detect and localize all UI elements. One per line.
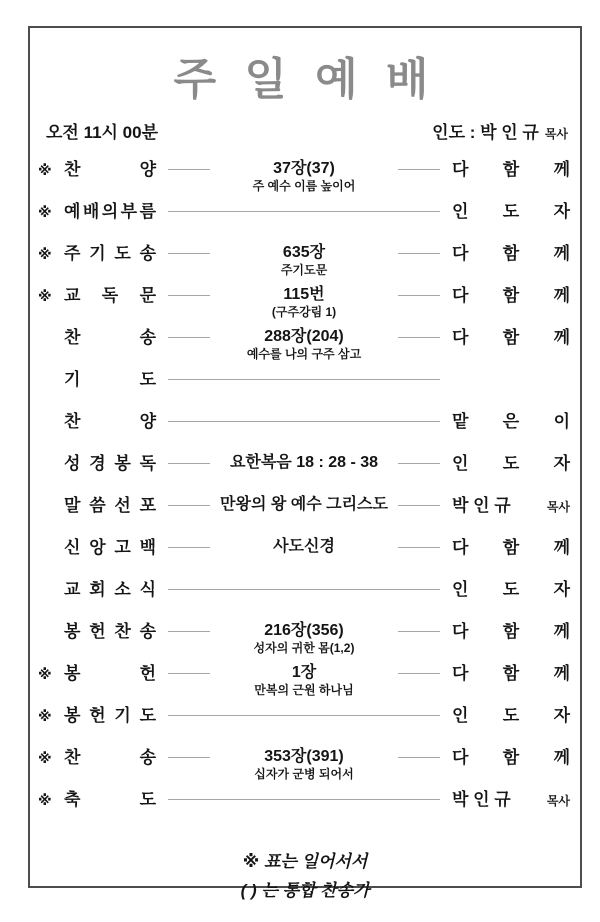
hymn-number: 288장(204) [264, 328, 344, 345]
performer-name: 박 인 규 [452, 496, 511, 515]
hymn-title: 주 예수 이름 높이어 [252, 179, 356, 193]
footnote-standing: ※ 표는 일어서서 [242, 852, 368, 871]
service-row [38, 201, 570, 243]
row-center [210, 747, 398, 781]
service-row [38, 537, 570, 579]
hymn-number: 216장(356) [264, 622, 344, 639]
row-middle [168, 495, 440, 515]
service-item-label: 찬 송 [64, 328, 156, 347]
rule-line [398, 505, 440, 506]
performer [452, 789, 570, 812]
responsive-reading-number: 115번 [283, 286, 325, 303]
row-middle [168, 201, 440, 212]
service-leader-name: 인도 : 박 인 규 [432, 123, 539, 142]
hymn-title: 성자의 귀한 몸(1,2) [253, 641, 355, 655]
rule-line [398, 463, 440, 464]
rule-line [398, 169, 440, 170]
performer: 인 도 자 [452, 580, 570, 599]
rule-line [168, 547, 210, 548]
rule-line [398, 547, 440, 548]
row-middle [168, 663, 440, 697]
row-center [210, 243, 398, 277]
service-meta [30, 118, 580, 143]
performer: 다 함 께 [452, 286, 570, 305]
row-center [210, 537, 398, 557]
row-center [210, 663, 398, 697]
row-middle [168, 537, 440, 557]
row-center [210, 159, 398, 193]
performer: 다 함 께 [452, 244, 570, 263]
service-leader-title: 목사 [544, 127, 568, 141]
rule-line [168, 757, 210, 758]
service-row [38, 495, 570, 537]
performer: 다 함 께 [452, 538, 570, 557]
rule-line [168, 799, 440, 800]
rule-line [398, 337, 440, 338]
service-row [38, 411, 570, 453]
row-middle [168, 369, 440, 380]
service-row [38, 621, 570, 663]
service-item-label: 성 경 봉 독 [64, 454, 156, 473]
rule-line [168, 421, 440, 422]
service-item-label: 기 도 [64, 370, 156, 389]
service-row [38, 453, 570, 495]
service-row [38, 747, 570, 789]
footnotes [30, 847, 580, 905]
row-center [210, 285, 398, 319]
row-middle [168, 243, 440, 277]
scripture-reference: 요한복음 18 : 28 - 38 [229, 454, 379, 471]
standing-mark [38, 621, 64, 622]
row-middle [168, 411, 440, 422]
performer: 인 도 자 [452, 706, 570, 725]
standing-mark [38, 579, 64, 580]
standing-mark [38, 369, 64, 370]
row-center [210, 621, 398, 655]
rule-line [168, 463, 210, 464]
rule-line [168, 505, 210, 506]
service-row [38, 159, 570, 201]
standing-mark: ※ [38, 792, 52, 808]
standing-mark: ※ [38, 288, 52, 304]
row-center [210, 453, 398, 473]
standing-mark: ※ [38, 750, 52, 766]
responsive-reading-title: (구주강림 1) [271, 305, 337, 319]
performer [452, 495, 570, 518]
rule-line [398, 253, 440, 254]
rule-line [168, 253, 210, 254]
service-time: 오전 11시 00분 [46, 123, 159, 142]
rule-line [168, 169, 210, 170]
hymn-number: 353장(391) [264, 748, 344, 765]
row-middle [168, 327, 440, 361]
service-item-label: 봉 헌 [64, 664, 156, 683]
service-item-label: 봉 헌 기 도 [64, 706, 156, 725]
row-middle [168, 747, 440, 781]
standing-mark: ※ [38, 246, 52, 262]
rule-line [168, 211, 440, 212]
service-item-label: 찬 송 [64, 748, 156, 767]
row-middle [168, 159, 440, 193]
performer: 다 함 께 [452, 664, 570, 683]
service-leader [432, 118, 568, 143]
rule-line [168, 337, 210, 338]
hymn-number: 37장(37) [273, 160, 335, 177]
performer: 맡 은 이 [452, 412, 570, 431]
service-item-label: 찬 양 [64, 160, 156, 179]
row-middle [168, 705, 440, 716]
standing-mark: ※ [38, 708, 52, 724]
service-row [38, 579, 570, 621]
hymn-number: 1장 [291, 664, 317, 681]
performer-title: 목사 [546, 794, 570, 808]
service-item-label: 찬 양 [64, 412, 156, 431]
standing-mark [38, 411, 64, 412]
performer-name: 박 인 규 [452, 790, 511, 809]
sermon-title: 만왕의 왕 예수 그리스도 [220, 496, 388, 513]
service-item-label: 주 기 도 송 [64, 244, 156, 263]
row-middle [168, 621, 440, 655]
rule-line [168, 673, 210, 674]
rule-line [168, 295, 210, 296]
standing-mark: ※ [38, 666, 52, 682]
service-row [38, 369, 570, 411]
service-item-label: 축 도 [64, 790, 156, 809]
service-row [38, 285, 570, 327]
hymn-title: 만복의 근원 하나님 [254, 683, 354, 697]
performer: 다 함 께 [452, 160, 570, 179]
hymn-title: 십자가 군병 되어서 [254, 767, 354, 781]
row-middle [168, 285, 440, 319]
rule-line [168, 715, 440, 716]
standing-mark [38, 327, 64, 328]
performer: 다 함 께 [452, 622, 570, 641]
performer-title: 목사 [546, 500, 570, 514]
performer: 다 함 께 [452, 748, 570, 767]
service-row [38, 789, 570, 831]
rule-line [398, 631, 440, 632]
service-item-label: 신 앙 고 백 [64, 538, 156, 557]
footnote-hymnal: ( ) 는 통합 찬송가 [240, 881, 370, 900]
performer: 인 도 자 [452, 454, 570, 473]
service-item-label: 말 씀 선 포 [64, 496, 156, 515]
standing-mark [38, 453, 64, 454]
rule-line [168, 379, 440, 380]
service-item-label: 교 회 소 식 [64, 580, 156, 599]
row-middle [168, 789, 440, 800]
service-row [38, 327, 570, 369]
standing-mark [38, 537, 64, 538]
performer: 다 함 께 [452, 328, 570, 347]
hymn-number: 635장 [282, 244, 326, 261]
service-row [38, 243, 570, 285]
page-title: 주 일 예 배 [173, 55, 437, 104]
standing-mark [38, 495, 64, 496]
rule-line [168, 589, 440, 590]
creed-title: 사도신경 [273, 538, 335, 555]
standing-mark: ※ [38, 204, 52, 220]
row-center [210, 327, 398, 361]
order-of-worship [30, 159, 580, 831]
row-center [210, 495, 398, 515]
rule-line [398, 757, 440, 758]
service-row [38, 663, 570, 705]
service-item-label: 봉 헌 찬 송 [64, 622, 156, 641]
hymn-title: 주기도문 [280, 263, 328, 277]
rule-line [168, 631, 210, 632]
service-row [38, 705, 570, 747]
performer: 인 도 자 [452, 202, 570, 221]
service-item-label: 예 배 의 부 름 [64, 202, 156, 221]
row-middle [168, 579, 440, 590]
service-item-label: 교 독 문 [64, 286, 156, 305]
hymn-title: 예수를 나의 구주 삼고 [246, 347, 362, 361]
standing-mark: ※ [38, 162, 52, 178]
rule-line [398, 295, 440, 296]
row-middle [168, 453, 440, 473]
rule-line [398, 673, 440, 674]
page-border-frame [28, 26, 582, 900]
